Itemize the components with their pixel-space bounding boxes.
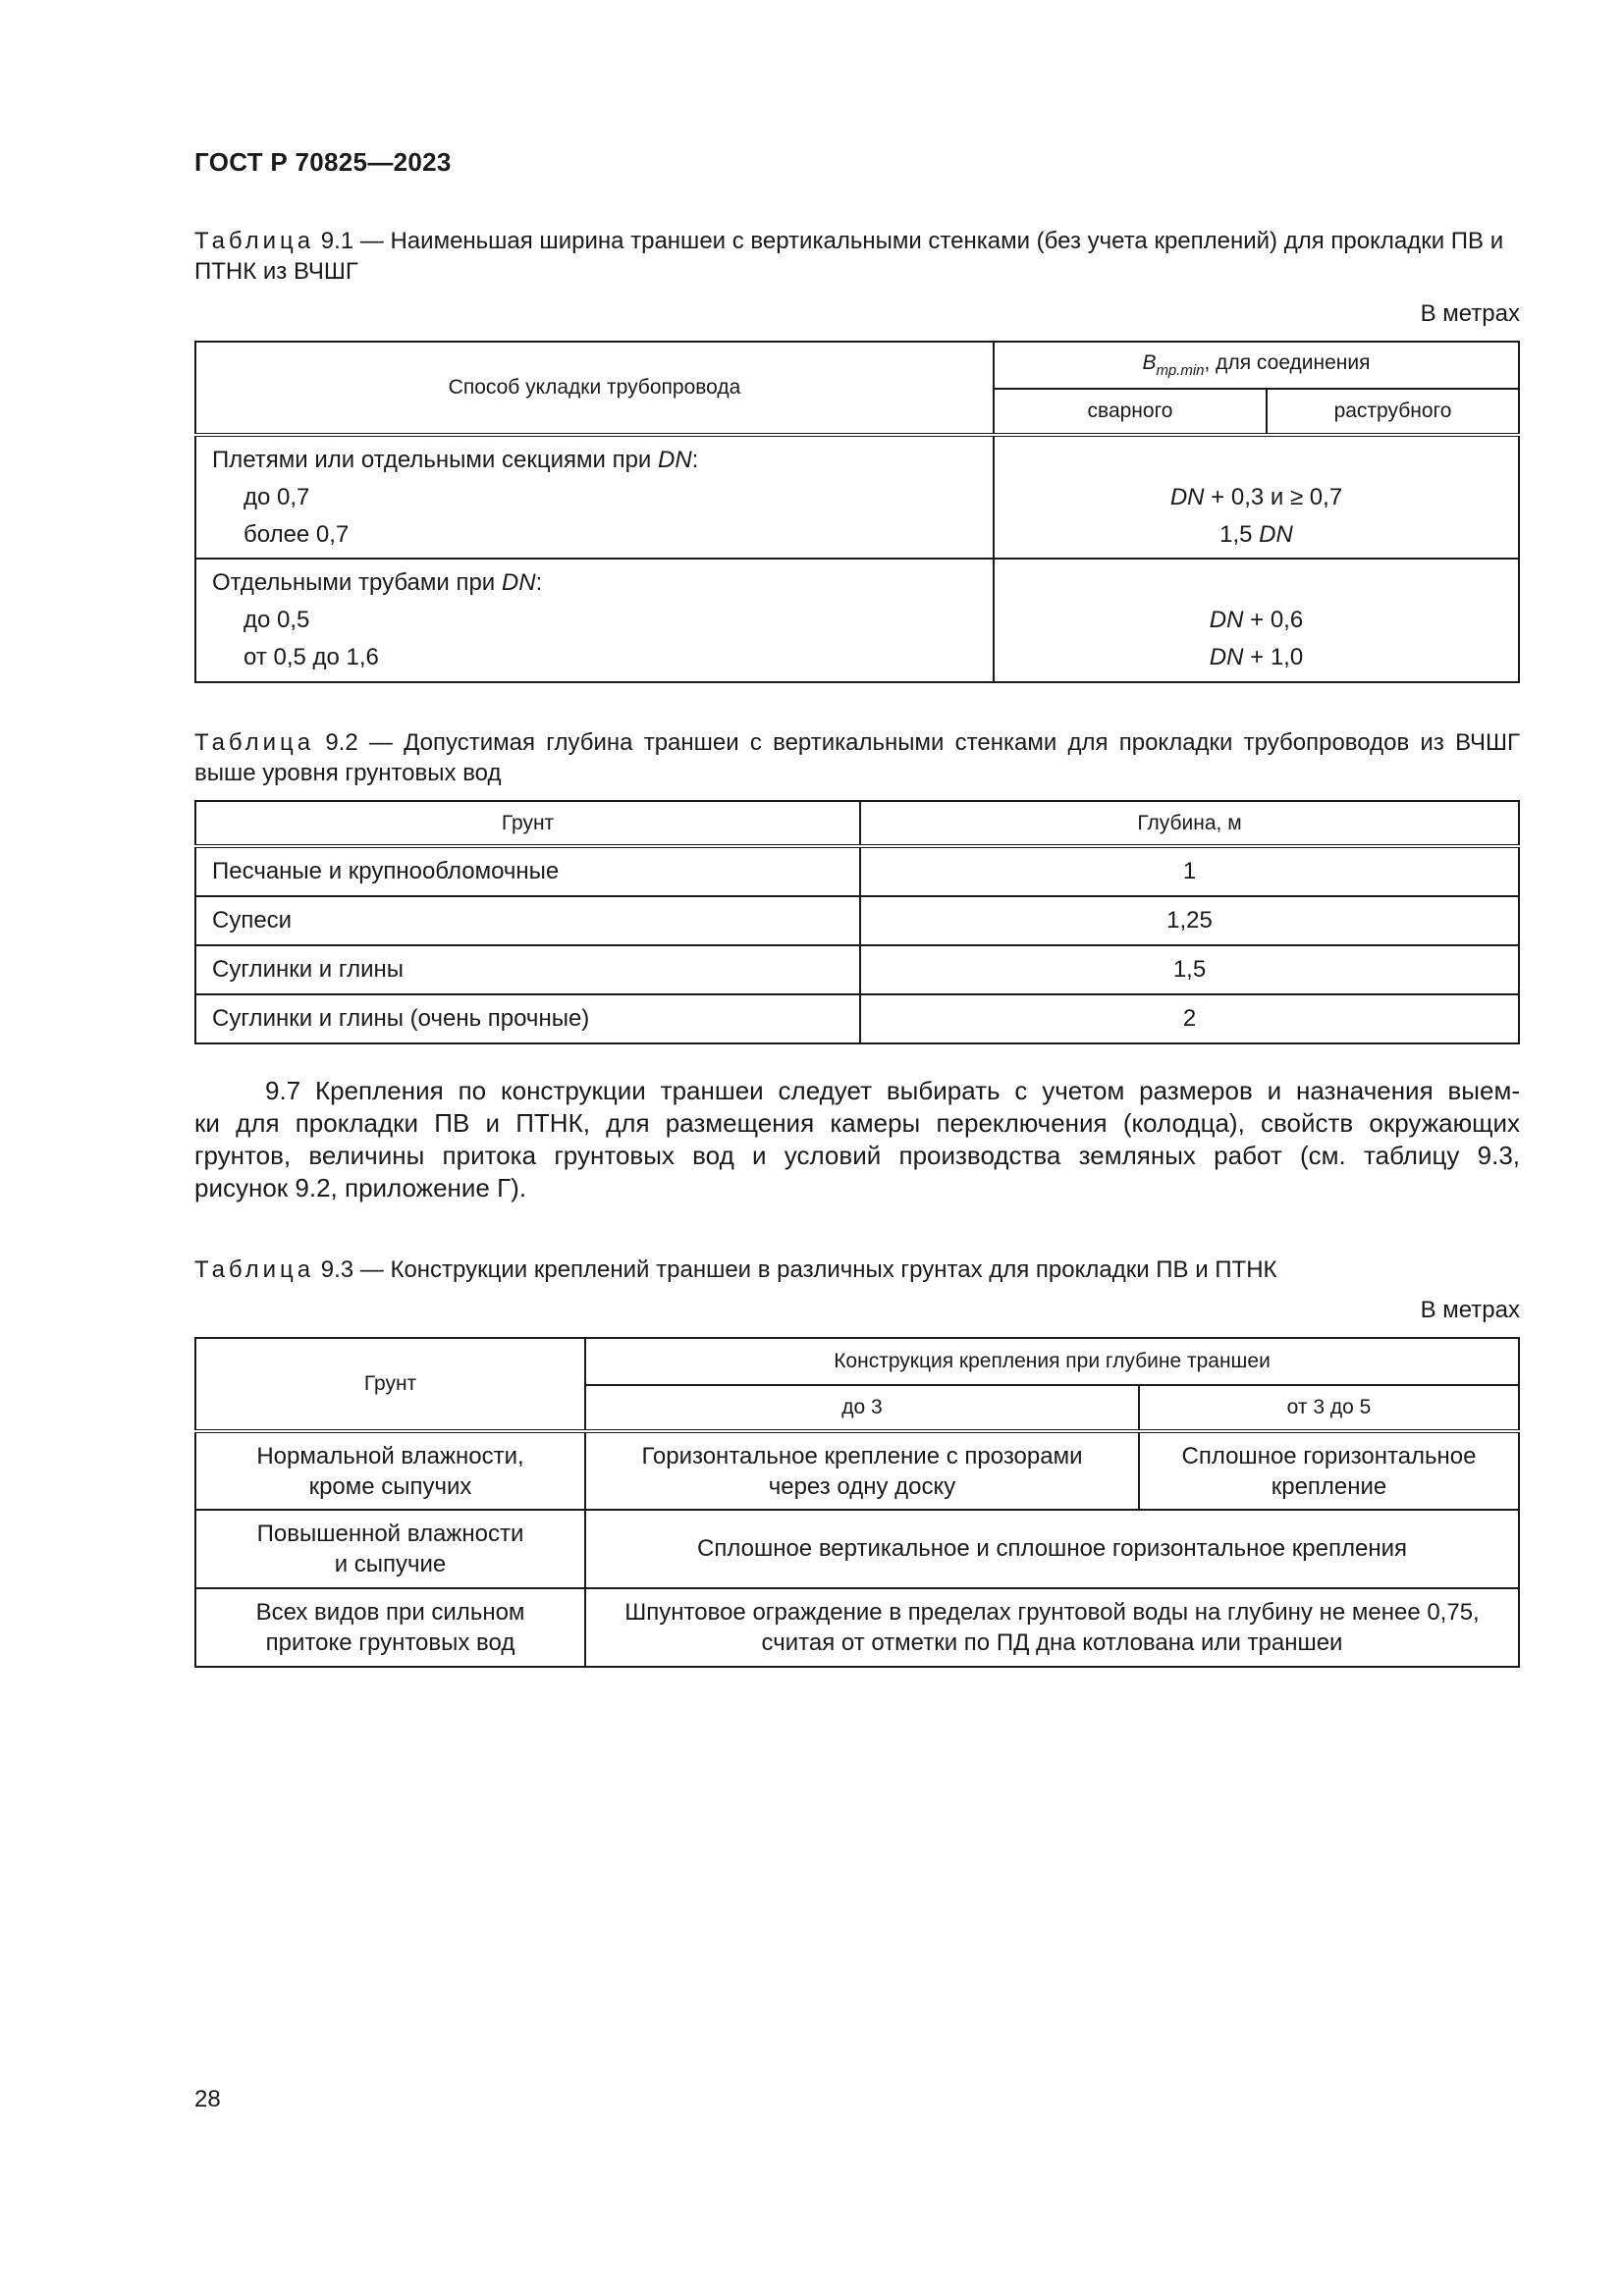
soil-cell: Повышенной влажности и сыпучие <box>195 1510 585 1588</box>
paragraph-line: 9.7 Крепления по конструкции траншеи следует выбирать с учетом размеров и назначения выем- <box>265 1076 1520 1105</box>
group-value-cell: DN + 0,6 DN + 1,0 <box>994 559 1519 682</box>
soil-cell: Супеси <box>195 896 860 945</box>
table-9-2 <box>194 800 1520 1044</box>
construction-cell: Горизонтальное крепление с прозорами через одну доску <box>585 1431 1139 1510</box>
table-row <box>195 994 1519 1043</box>
table-9-1-units: В метрах <box>1420 300 1520 327</box>
soil-cell: Суглинки и глины (очень прочные) <box>195 994 860 1043</box>
table-row <box>195 1588 1519 1667</box>
col-upto-3: до 3 <box>585 1385 1139 1431</box>
soil-cell: Всех видов при сильном притоке грунтовых вод <box>195 1588 585 1667</box>
col-construction: Конструкция крепления при глубине траншеи <box>585 1338 1519 1385</box>
col-soil: Грунт <box>195 801 860 846</box>
caption-word: Таблица <box>194 729 315 756</box>
table-9-2-caption <box>194 727 1520 788</box>
table-9-1-caption <box>194 226 1520 287</box>
col-welded: сварного <box>994 389 1267 435</box>
group-value-cell: DN + 0,3 и ≥ 0,7 1,5 DN <box>994 435 1519 559</box>
paragraph-line: ки для прокладки ПВ и ПТНК, для размещения камеры переключения (колодца), свойств окружающих <box>194 1108 1520 1138</box>
table-9-3-units: В метрах <box>1420 1297 1520 1323</box>
table-9-1 <box>194 341 1520 683</box>
caption-word: Таблица <box>194 1256 315 1283</box>
depth-cell: 1 <box>860 846 1519 896</box>
table-row <box>195 1431 1519 1510</box>
soil-cell: Суглинки и глины <box>195 945 860 994</box>
caption-text: 9.2 — Допустимая глубина траншеи с вертикальными стенками для прокладки трубопроводов из ВЧШГ выше уровня грунтовых вод <box>194 729 1520 786</box>
table-9-3 <box>194 1337 1520 1668</box>
construction-cell: Сплошное горизонтальное крепление <box>1139 1431 1519 1510</box>
table-row <box>195 896 1519 945</box>
paragraph-9-7 <box>194 1075 1520 1204</box>
depth-cell: 1,5 <box>860 945 1519 994</box>
table-row <box>195 1510 1519 1588</box>
table-row <box>195 945 1519 994</box>
caption-word: Таблица <box>194 228 315 254</box>
table-row <box>195 846 1519 896</box>
col-laying-method: Способ укладки трубопровода <box>195 342 994 435</box>
group-title-cell: Отдельными трубами при DN: до 0,5 от 0,5 до 1,6 <box>195 559 994 682</box>
standard-designation: ГОСТ Р 70825—2023 <box>194 147 452 177</box>
depth-cell: 1,25 <box>860 896 1519 945</box>
soil-cell: Песчаные и крупнообломочные <box>195 846 860 896</box>
soil-cell: Нормальной влажности, кроме сыпучих <box>195 1431 585 1510</box>
col-socket: раструбного <box>1267 389 1519 435</box>
page-number: 28 <box>194 2086 221 2112</box>
col-depth: Глубина, м <box>860 801 1519 846</box>
construction-cell-merged: Шпунтовое ограждение в пределах грунтовой воды на глубину не менее 0,75, считая от отметки по ПД дна котлована или траншеи <box>585 1588 1519 1667</box>
construction-cell-merged: Сплошное вертикальное и сплошное горизонтальное крепления <box>585 1510 1519 1588</box>
table-row <box>195 559 1519 682</box>
table-9-3-caption <box>194 1255 1520 1285</box>
col-3-to-5: от 3 до 5 <box>1139 1385 1519 1431</box>
paragraph-line: рисунок 9.2, приложение Г). <box>194 1173 527 1202</box>
depth-cell: 2 <box>860 994 1519 1043</box>
paragraph-line: грунтов, величины притока грунтовых вод и условий производства земляных работ (см. таблицу 9.3, <box>194 1141 1520 1170</box>
col-b-min: $B_{тр.min}$, для соединения <box>994 342 1519 389</box>
caption-text: 9.3 — Конструкции креплений траншеи в различных грунтах для прокладки ПВ и ПТНК <box>314 1256 1277 1283</box>
group-title-cell: Плетями или отдельными секциями при DN: до 0,7 более 0,7 <box>195 435 994 559</box>
caption-text: 9.1 — Наименьшая ширина траншеи с вертикальными стенками (без учета креплений) для прокладки ПВ и ПТНК из ВЧШГ <box>194 228 1504 285</box>
table-row <box>195 435 1519 559</box>
col-soil: Грунт <box>195 1338 585 1431</box>
